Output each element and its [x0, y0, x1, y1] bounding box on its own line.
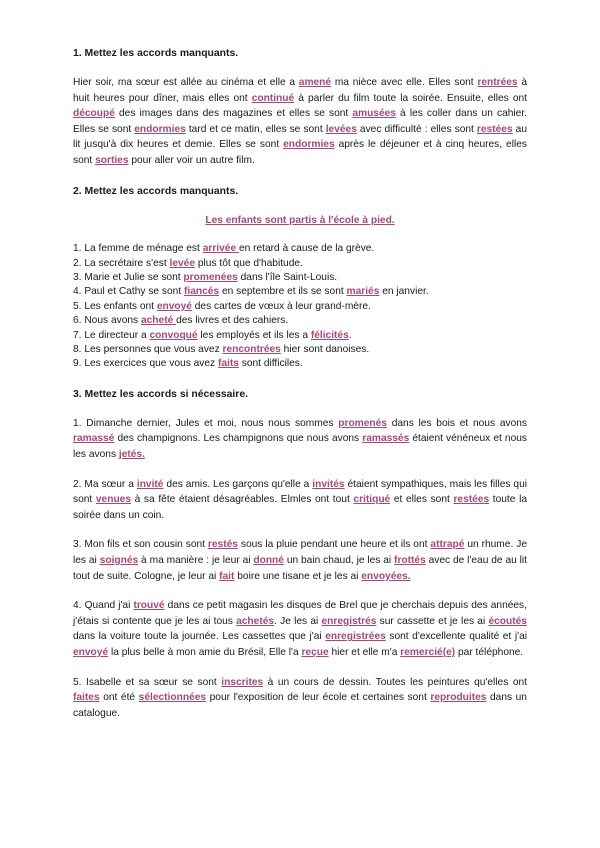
sentence-item: 4. Paul et Cathy se sont fiancés en septembre et ils se sont mariés en janvier. [73, 286, 429, 298]
sentence-item: 7. Le directeur a convoqué les employés et ils les a félicités. [73, 329, 352, 341]
answer-word: sorties [95, 154, 129, 166]
answer-word: venues [95, 494, 131, 506]
sentence-item: 6. Nous avons acheté des livres et des cahiers. [73, 315, 289, 327]
exercise-1-title: 1. Mettez les accords manquants. [73, 48, 239, 59]
answer-word: achetés [236, 615, 275, 627]
answer-word: promenés [338, 417, 387, 429]
sentence-item: 2. La secrétaire s'est levée plus tôt que d'habitude. [73, 257, 303, 269]
answer-word: attrapé [430, 539, 465, 551]
answer-word: inscrites [221, 676, 264, 688]
answer-word: convoqué [149, 329, 198, 341]
exercise-3-paragraph: 1. Dimanche dernier, Jules et moi, nous nous sommes promenés dans les bois et nous avons ramassé des champignons. Les champignons que nous avons ramassés étaient vénéneux et nous les avons jetés. [73, 417, 528, 460]
exercise-2-sentences [73, 242, 527, 372]
answer-word: levées [325, 123, 357, 135]
answer-word: acheté [140, 315, 177, 327]
answer-word: ramassé [73, 433, 115, 445]
answer-word: faites [73, 692, 100, 704]
exercise-2-title: 2. Mettez les accords manquants. [73, 185, 239, 197]
answer-word: envoyé [73, 646, 109, 658]
answer-word: découpé [73, 108, 115, 120]
answer-word: ramassés [362, 433, 410, 445]
answer-word: promenées [183, 271, 238, 283]
answer-word: donné [253, 554, 284, 566]
answer-word: jetés. [118, 449, 145, 460]
answer-word: enregistrées [325, 631, 386, 643]
sentence-item: 1. La femme de ménage est arrivée en retard à cause de la grève. [73, 243, 375, 255]
exercise-3-paragraph: 2. Ma sœur a invité des amis. Les garçons qu'elle a invités étaient sympathiques, mais les filles qui sont venues à sa fête étaient désagréables. Elmles ont tout critiqué et elles sont restées toute la soirée dans un coin. [73, 478, 528, 521]
answer-word: arrivée [202, 243, 239, 255]
exercise-1-paragraph: Hier soir, ma sœur est allée au cinéma et elle a amené ma nièce avec elle. Elles sont rentrées à huit heures pour dîner, mais elles ont continué à parler du film toute la soirée. Ensuite, elles ont découpé des images dans des magazines et elles se sont amusées à les coller dans un cahier. Elles se sont endormies tard et ce matin, elles se sont levées avec difficulté : elles sont restées au lit jusqu'à dix heures et demie. Elles se sont endormies après le déjeuner et à cinq heures, elles sont sorties pour aller voir un autre film. [73, 77, 528, 166]
answer-word: endormies [283, 139, 335, 151]
answer-word: rencontrées [222, 344, 281, 355]
answer-word: reproduites [430, 692, 487, 704]
answer-word: amusées [352, 108, 396, 120]
example-sentence: Les enfants sont partis à l'école à pied. [205, 214, 395, 226]
answer-word: enregistrés [321, 615, 377, 627]
answer-word: félicités [310, 329, 349, 341]
answer-word: rentrées [477, 77, 518, 88]
exercise-3-title: 3. Mettez les accords si nécessaire. [73, 388, 249, 400]
answer-word: faits [217, 358, 239, 370]
answer-word: restées [476, 123, 513, 135]
answer-word: continué [251, 92, 295, 104]
answer-word: soignés [99, 554, 139, 566]
answer-word: mariés [346, 286, 380, 298]
exercise-3-paragraph: 3. Mon fils et son cousin sont restés sous la pluie pendant une heure et ils ont attrapé un rhume. Je les ai soignés à ma manière : je leur ai donné un bain chaud, je les ai frottés avec de l'eau de au lit tout de suite. Cologne, je leur ai fait boire une tisane et je les ai envoyées. [73, 539, 527, 582]
sentence-item: 5. Les enfants ont envoyé des cartes de vœux à leur grand-mère. [73, 300, 371, 312]
answer-word: restées [453, 494, 490, 506]
answer-word: sélectionnées [138, 692, 207, 704]
answer-word: restés [207, 539, 238, 551]
exercise-3-paragraph: 5. Isabelle et sa sœur se sont inscrites à un cours de dessin. Toutes les peintures qu'elles ont faites ont été sélectionnées pour l'exposition de leur école et certaines sont reproduites dans un catalogue. [73, 676, 527, 719]
answer-word: fait [219, 570, 235, 582]
answer-word: envoyées. [361, 570, 411, 582]
answer-word: endormies [134, 123, 186, 135]
answer-word: critiqué [353, 494, 391, 506]
exercise-2-example [73, 213, 527, 229]
sentence-item: 8. Les personnes que vous avez rencontrées hier sont danoises. [73, 344, 370, 355]
answer-word: levée [169, 257, 196, 269]
answer-word: invités [312, 478, 345, 490]
exercise-3-paragraph: 4. Quand j'ai trouvé dans ce petit magasin les disques de Brel que je cherchais depuis des années, j'étais si contente que je les ai tous achetés. Je les ai enregistrés sur cassette et je les ai écoutés dans la voiture toute la journée. Les cassettes que j'ai enregistrées sont d'excellente qualité et j'ai envoyé la plus belle à mon amie du Brésil, Elle l'a reçue hier et elle m'a remercié(e) par téléphone. [73, 600, 527, 658]
answer-word: trouvé [133, 600, 165, 612]
answer-word: reçue [301, 646, 329, 658]
answer-word: remercié(e) [400, 646, 456, 658]
answer-word: frottés [394, 554, 426, 566]
sentence-item: 9. Les exercices que vous avez faits sont difficiles. [73, 358, 303, 370]
sentence-item: 3. Marie et Julie se sont promenées dans l'île Saint-Louis. [73, 271, 338, 283]
answer-word: écoutés [488, 615, 527, 627]
answer-word: invité [136, 478, 164, 490]
answer-word: amené [298, 77, 332, 88]
answer-word: envoyé [156, 300, 192, 312]
answer-word: fiancés [184, 286, 220, 298]
